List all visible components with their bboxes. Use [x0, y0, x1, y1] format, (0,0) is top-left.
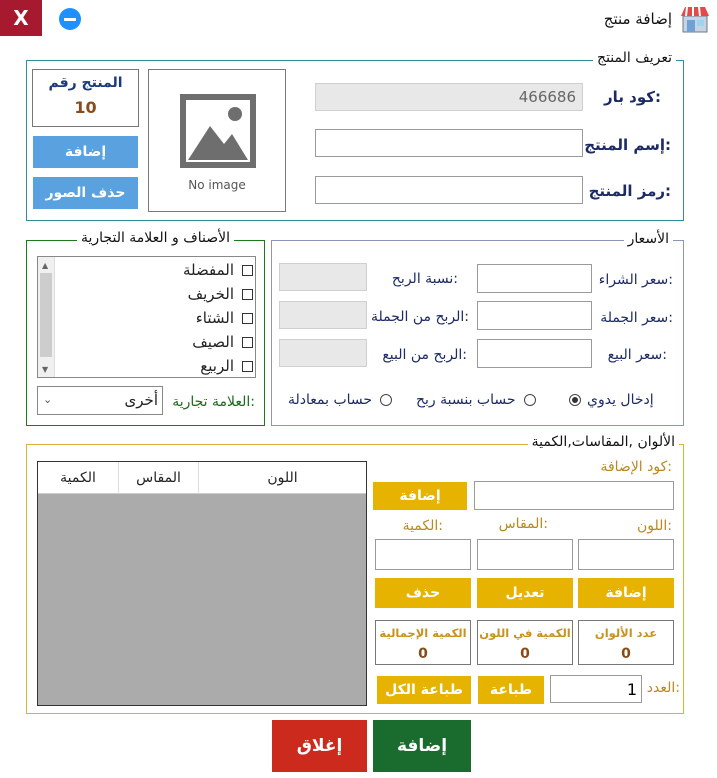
image-placeholder-icon: [178, 92, 258, 170]
radio-percent-label: حساب بنسبة ربح: [416, 392, 516, 408]
category-label: الربيع: [200, 357, 234, 375]
product-number-value: 10: [74, 98, 97, 117]
close-form-button[interactable]: إغلاق: [272, 720, 367, 772]
barcode-label: كود بار:: [604, 88, 661, 106]
prices-legend: الأسعار: [624, 231, 673, 247]
radio-formula-label: حساب بمعادلة: [288, 392, 373, 408]
sale-profit-field: [279, 339, 367, 367]
count-field[interactable]: [550, 675, 642, 703]
total-qty-value: 0: [418, 646, 428, 662]
window-title: إضافة منتج: [603, 10, 672, 28]
add-product-button[interactable]: إضافة: [373, 720, 471, 772]
color-field[interactable]: [578, 539, 674, 570]
category-label: الشتاء: [195, 309, 234, 327]
barcode-field[interactable]: [315, 83, 583, 111]
chevron-down-icon: ⌄: [43, 393, 53, 406]
category-checkbox[interactable]: [242, 289, 253, 300]
profit-ratio-label: نسبة الربح:: [391, 271, 458, 287]
purchase-price-label: سعر الشراء:: [598, 272, 673, 288]
total-qty-label: الكمية الإجمالية: [379, 626, 467, 640]
product-number-label: المنتج رقم: [48, 75, 123, 91]
no-image-text: No image: [188, 178, 246, 192]
size-field[interactable]: [477, 539, 573, 570]
qty-in-color-box: [477, 620, 573, 665]
categories-legend: الأصناف و العلامة التجارية: [77, 230, 234, 246]
color-label: اللون:: [636, 518, 672, 534]
wholesale-price-label: سعر الجملة:: [600, 310, 673, 326]
brand-select[interactable]: [37, 386, 163, 415]
category-checkbox[interactable]: [242, 361, 253, 372]
wholesale-price-field[interactable]: [477, 301, 592, 330]
product-info-legend: تعريف المنتج: [593, 50, 676, 66]
wholesale-profit-label: الربح من الجملة:: [370, 309, 469, 325]
radio-formula-indicator[interactable]: [380, 394, 392, 406]
sale-price-field[interactable]: [477, 339, 592, 368]
column-header-size[interactable]: المقاس: [119, 462, 199, 494]
store-icon: [679, 4, 711, 34]
category-item[interactable]: [150, 333, 253, 351]
total-qty-box: [375, 620, 471, 665]
radio-formula[interactable]: [288, 392, 392, 408]
product-number-box: [32, 69, 139, 127]
brand-label: العلامة تجارية:: [172, 394, 255, 410]
category-item[interactable]: [150, 357, 253, 375]
categories-scrollbar[interactable]: ▲ ▼: [38, 257, 55, 377]
qty-in-color-value: 0: [520, 646, 530, 662]
category-item[interactable]: [150, 309, 253, 327]
colors-sizes-legend: الألوان ,المقاسات,الكمية: [528, 434, 679, 450]
count-label: العدد:: [646, 680, 680, 696]
column-header-color[interactable]: اللون: [267, 470, 298, 486]
qty-in-color-label: الكمية في اللون: [479, 626, 571, 640]
colors-count-label: عدد الألوان: [594, 626, 658, 640]
category-checkbox[interactable]: [242, 313, 253, 324]
edit-color-button[interactable]: تعديل: [477, 578, 573, 608]
delete-color-button[interactable]: حذف: [375, 578, 471, 608]
column-header-qty[interactable]: الكمية: [38, 462, 119, 494]
product-code-label: رمز المنتج:: [588, 182, 671, 200]
radio-percent-indicator[interactable]: [524, 394, 536, 406]
category-checkbox[interactable]: [242, 265, 253, 276]
product-name-label: إسم المنتج:: [584, 136, 671, 154]
print-all-button[interactable]: طباعة الكل: [377, 676, 471, 704]
colors-count-value: 0: [621, 646, 631, 662]
sale-profit-label: الربح من البيع:: [382, 347, 467, 363]
close-window-button[interactable]: X: [0, 0, 42, 36]
addition-code-label: كود الإضافة:: [600, 459, 672, 475]
brand-selected-value: أخرى: [124, 391, 158, 409]
radio-manual-indicator[interactable]: [569, 394, 581, 406]
qty-field[interactable]: [375, 539, 471, 570]
colors-table[interactable]: [37, 461, 367, 706]
product-image-box[interactable]: [148, 69, 286, 212]
category-label: الصيف: [192, 333, 234, 351]
radio-manual-label: إدخال يدوي: [587, 392, 654, 408]
add-color-button[interactable]: إضافة: [578, 578, 674, 608]
product-name-field[interactable]: [315, 129, 583, 157]
addition-code-field[interactable]: [474, 481, 674, 510]
wholesale-profit-field: [279, 301, 367, 329]
category-checkbox[interactable]: [242, 337, 253, 348]
table-header-row: [38, 462, 366, 494]
delete-images-button[interactable]: حذف الصور: [33, 177, 138, 209]
add-code-button[interactable]: إضافة: [373, 482, 467, 510]
category-label: الخريف: [187, 285, 234, 303]
category-label: المفضلة: [182, 261, 234, 279]
print-button[interactable]: طباعة: [478, 676, 544, 704]
qty-label: الكمية:: [402, 518, 443, 534]
radio-manual-entry[interactable]: [569, 392, 654, 408]
scrollbar-thumb[interactable]: [40, 273, 52, 357]
category-item[interactable]: [150, 285, 253, 303]
add-image-button[interactable]: إضافة: [33, 136, 138, 168]
product-code-field[interactable]: [315, 176, 583, 204]
minimize-icon[interactable]: [59, 8, 81, 30]
sale-price-label: سعر البيع:: [607, 347, 667, 363]
profit-ratio-field: [279, 263, 367, 291]
purchase-price-field[interactable]: [477, 264, 592, 293]
size-label: المقاس:: [498, 516, 548, 532]
category-item[interactable]: [150, 261, 253, 279]
colors-count-box: [578, 620, 674, 665]
radio-percent-profit[interactable]: [416, 392, 536, 408]
